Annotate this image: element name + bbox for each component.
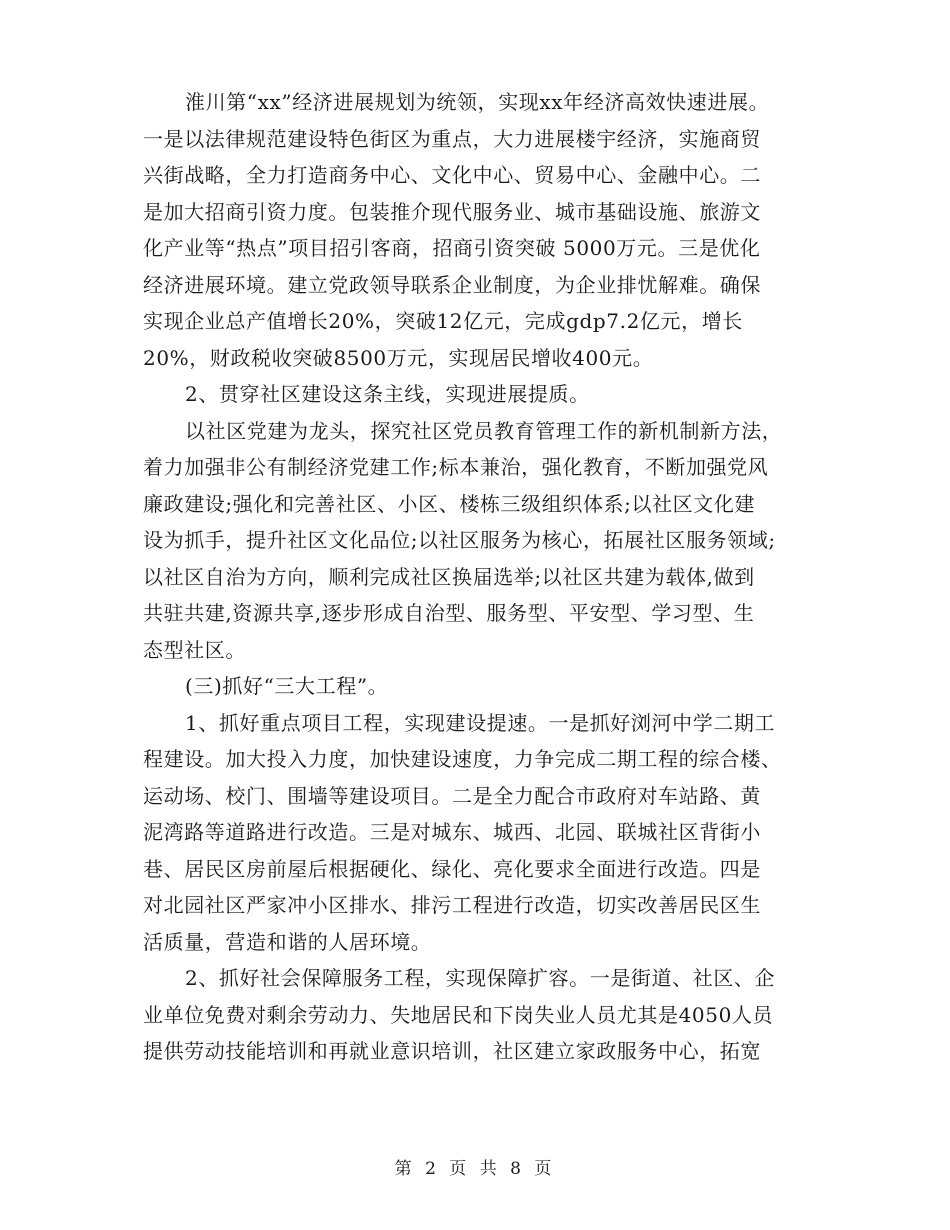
text-line: 以社区党建为龙头，探究社区党员教育管理工作的新机制新方法， xyxy=(185,418,783,443)
text-line: 以社区自治为方向，顺利完成社区换届选举;以社区共建为载体,做到 xyxy=(143,564,755,589)
document-body xyxy=(143,84,808,1070)
text-line: 态型社区。 xyxy=(143,637,246,662)
text-line: 廉政建设;强化和完善社区、小区、楼栋三级组织体系;以社区文化建 xyxy=(143,491,756,516)
text-line: 兴街战略，全力打造商务中心、文化中心、贸易中心、金融中心。二 xyxy=(143,163,761,187)
text-line: 泥湾路等道路进行改造。三是对城东、城西、北园、联城社区背街小 xyxy=(143,820,761,844)
text-line: 淮川第“xx”经济进展规划为统领，实现xx年经济高效快速进展。 xyxy=(185,90,770,114)
text-line: 实现企业总产值增长20%，突破12亿元，完成gdp7.2亿元，增长 xyxy=(143,309,743,333)
text-line: 1、抓好重点项目工程，实现建设提速。一是抓好浏河中学二期工 xyxy=(185,710,776,735)
text-line: 2、贯穿社区建设这条主线，实现进展提质。 xyxy=(185,382,590,406)
text-line: 一是以法律规范建设特色街区为重点，大力进展楼宇经济，实施商贸 xyxy=(143,126,761,151)
text-line: 业单位免费对剩余劳动力、失地居民和下岗失业人员尤其是4050人员 xyxy=(143,1002,774,1027)
text-line: 设为抓手，提升社区文化品位;以社区服务为核心，拓展社区服务领域; xyxy=(143,528,776,552)
page-number-footer: 第 2 页 共 8 页 xyxy=(394,1159,556,1179)
text-line: 20%，财政税收突破8500万元，实现居民增收400元。 xyxy=(143,345,654,370)
text-line: 化产业等“热点”项目招引客商，招商引资突破 5000万元。三是优化 xyxy=(143,236,761,260)
text-line: 巷、居民区房前屋后根据硬化、绿化、亮化要求全面进行改造。四是 xyxy=(143,856,761,881)
text-line: 2、抓好社会保障服务工程，实现保障扩容。一是街道、社区、企 xyxy=(185,966,776,990)
text-line: 活质量，营造和谐的人居环境。 xyxy=(143,929,432,954)
text-line: 提供劳动技能培训和再就业意识培训，社区建立家政服务中心，拓宽 xyxy=(143,1039,761,1063)
text-line: 是加大招商引资力度。包装推介现代服务业、城市基础设施、旅游文 xyxy=(143,199,761,224)
text-line: 着力加强非公有制经济党建工作;标本兼治，强化教育，不断加强党风 xyxy=(143,455,769,479)
text-line: 共驻共建,资源共享,逐步形成自治型、服务型、平安型、学习型、生 xyxy=(143,601,755,625)
text-line: 经济进展环境。建立党政领导联系企业制度，为企业排忧解难。确保 xyxy=(143,272,761,297)
text-line: 运动场、校门、围墙等建设项目。二是全力配合市政府对车站路、黄 xyxy=(143,783,761,808)
text-line: (三)抓好“三大工程”。 xyxy=(185,674,389,698)
text-line: 对北园社区严家冲小区排水、排污工程进行改造，切实改善居民区生 xyxy=(143,893,761,917)
text-line: 程建设。加大投入力度，加快建设速度，力争完成二期工程的综合楼、 xyxy=(143,747,782,771)
